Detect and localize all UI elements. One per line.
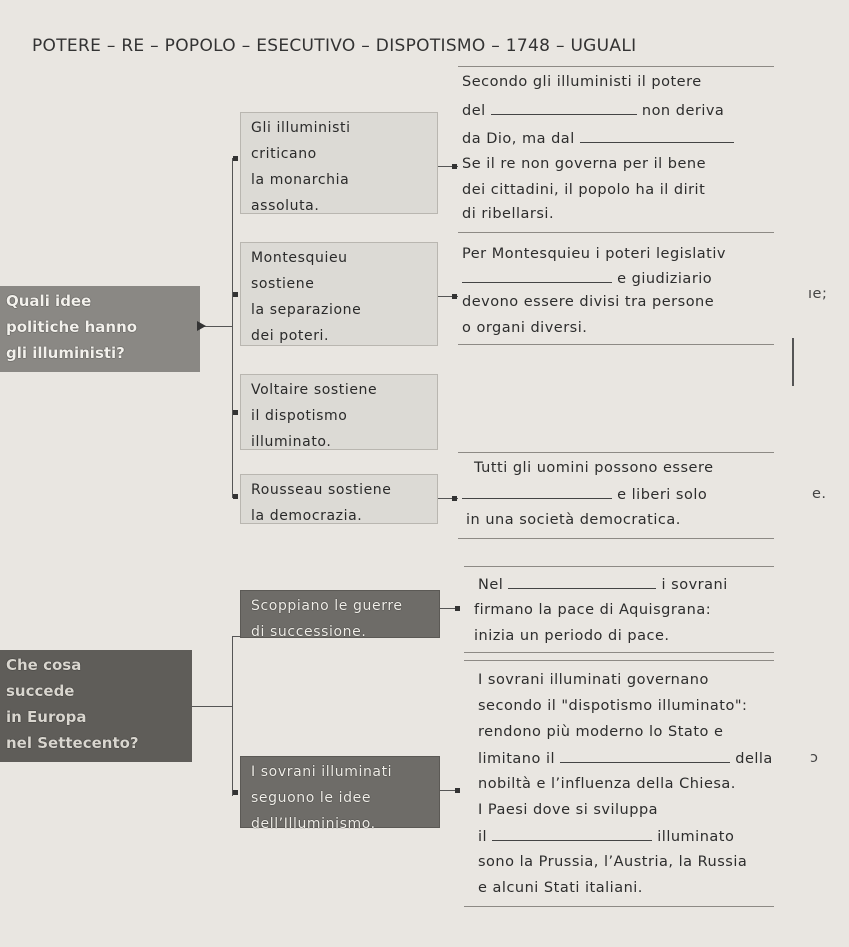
- text-fragment: il: [478, 829, 488, 845]
- text-fragment: del: [462, 103, 486, 119]
- box-line: Scoppiano le guerre: [251, 598, 403, 614]
- box-line: la separazione: [251, 302, 362, 318]
- bullet-icon: [233, 156, 238, 161]
- text-line: nobiltà e l’influenza della Chiesa.: [478, 776, 736, 792]
- question-line: gli illuministi?: [6, 344, 125, 362]
- text-line: [478, 576, 728, 593]
- box-line: illuminato.: [251, 434, 332, 450]
- bullet-icon: [455, 788, 460, 793]
- text-line: o organi diversi.: [462, 320, 588, 336]
- text-fragment: da Dio, ma dal: [462, 131, 575, 147]
- text-line: rendono più moderno lo Stato e: [478, 724, 724, 740]
- fill-blank[interactable]: [491, 102, 637, 115]
- box-line: sostiene: [251, 276, 315, 292]
- text-fragment: illuminato: [657, 829, 735, 845]
- text-line: di ribellarsi.: [462, 206, 555, 222]
- fill-blank[interactable]: [580, 130, 734, 143]
- fill-blank[interactable]: [462, 486, 612, 499]
- text-line: firmano la pace di Aquisgrana:: [474, 602, 712, 618]
- arrow-icon: [197, 321, 206, 331]
- bullet-icon: [452, 164, 457, 169]
- bullet-icon: [233, 410, 238, 415]
- concept-box-illuministi: [240, 112, 438, 214]
- text-fragment: i sovrani: [661, 577, 728, 593]
- box-line: Voltaire sostiene: [251, 382, 378, 398]
- text-line: [462, 130, 734, 147]
- question-line: succede: [6, 682, 75, 700]
- fill-blank[interactable]: [560, 750, 730, 763]
- box-line: Rousseau sostiene: [251, 482, 392, 498]
- text-line: [462, 102, 724, 119]
- concept-box-sovereigns: [240, 756, 440, 832]
- box-line: la democrazia.: [251, 508, 363, 524]
- text-line: Tutti gli uomini possono essere: [474, 460, 714, 476]
- text-fragment: della: [735, 751, 773, 767]
- text-line: in una società democratica.: [466, 512, 681, 528]
- bullet-icon: [233, 790, 238, 795]
- box-line: la monarchia: [251, 172, 350, 188]
- separator-line: [464, 660, 774, 661]
- separator-line: [464, 652, 774, 653]
- box-line: Montesquieu: [251, 250, 348, 266]
- question-box-europe: [0, 650, 192, 762]
- question-line: Che cosa: [6, 656, 82, 674]
- box-line: il dispotismo: [251, 408, 348, 424]
- connector-line: [232, 158, 233, 498]
- question-line: nel Settecento?: [6, 734, 139, 752]
- question-line: in Europa: [6, 708, 87, 726]
- text-line: dei cittadini, il popolo ha il dirit: [462, 182, 706, 198]
- text-line: Per Montesquieu i poteri legislativ: [462, 246, 726, 262]
- text-line: Secondo gli illuministi il potere: [462, 74, 702, 90]
- text-line: secondo il "dispotismo illuminato":: [478, 698, 748, 714]
- concept-box-montesquieu: [240, 242, 438, 346]
- question-line: Quali idee: [6, 292, 92, 310]
- fill-blank[interactable]: [492, 828, 652, 841]
- question-box-political-ideas: [0, 286, 200, 372]
- box-line: seguono le idee: [251, 790, 372, 806]
- text-fragment: e giudiziario: [617, 271, 713, 287]
- connector-line: [232, 636, 233, 796]
- margin-note: ıe;: [808, 286, 828, 302]
- margin-mark: [792, 338, 794, 386]
- separator-line: [458, 66, 774, 67]
- text-fragment: Nel: [478, 577, 504, 593]
- text-line: [462, 486, 707, 503]
- box-line: di successione.: [251, 624, 367, 640]
- connector-line: [232, 636, 240, 637]
- bullet-icon: [452, 294, 457, 299]
- bullet-icon: [233, 494, 238, 499]
- concept-box-rousseau: [240, 474, 438, 524]
- bullet-icon: [455, 606, 460, 611]
- box-line: criticano: [251, 146, 317, 162]
- fill-blank[interactable]: [508, 576, 656, 589]
- text-line: inizia un periodo di pace.: [474, 628, 670, 644]
- text-fragment: limitano il: [478, 751, 556, 767]
- text-line: [478, 828, 734, 845]
- text-line: e alcuni Stati italiani.: [478, 880, 643, 896]
- text-line: I sovrani illuminati governano: [478, 672, 709, 688]
- text-line: sono la Prussia, l’Austria, la Russia: [478, 854, 748, 870]
- bullet-icon: [452, 496, 457, 501]
- bullet-icon: [233, 292, 238, 297]
- text-line: I Paesi dove si sviluppa: [478, 802, 659, 818]
- separator-line: [458, 538, 774, 539]
- box-line: I sovrani illuminati: [251, 764, 393, 780]
- separator-line: [464, 566, 774, 567]
- text-line: [478, 750, 773, 767]
- separator-line: [464, 906, 774, 907]
- separator-line: [458, 344, 774, 345]
- question-line: politiche hanno: [6, 318, 138, 336]
- separator-line: [458, 232, 774, 233]
- text-line: devono essere divisi tra persone: [462, 294, 715, 310]
- box-line: assoluta.: [251, 198, 320, 214]
- text-line: Se il re non governa per il bene: [462, 156, 706, 172]
- concept-box-wars: [240, 590, 440, 638]
- connector-line: [192, 706, 232, 707]
- fill-blank[interactable]: [462, 270, 612, 283]
- box-line: dei poteri.: [251, 328, 330, 344]
- text-fragment: non deriva: [641, 103, 725, 119]
- margin-note: ɔ: [810, 750, 819, 766]
- box-line: Gli illuministi: [251, 120, 351, 136]
- text-line: [462, 270, 712, 287]
- margin-note: e.: [812, 486, 827, 502]
- box-line: dell’Illuminismo.: [251, 816, 376, 832]
- page-title: POTERE – RE – POPOLO – ESECUTIVO – DISPOTISMO – 1748 – UGUALI: [32, 36, 637, 56]
- separator-line: [458, 452, 774, 453]
- text-fragment: e liberi solo: [617, 487, 708, 503]
- concept-box-voltaire: [240, 374, 438, 450]
